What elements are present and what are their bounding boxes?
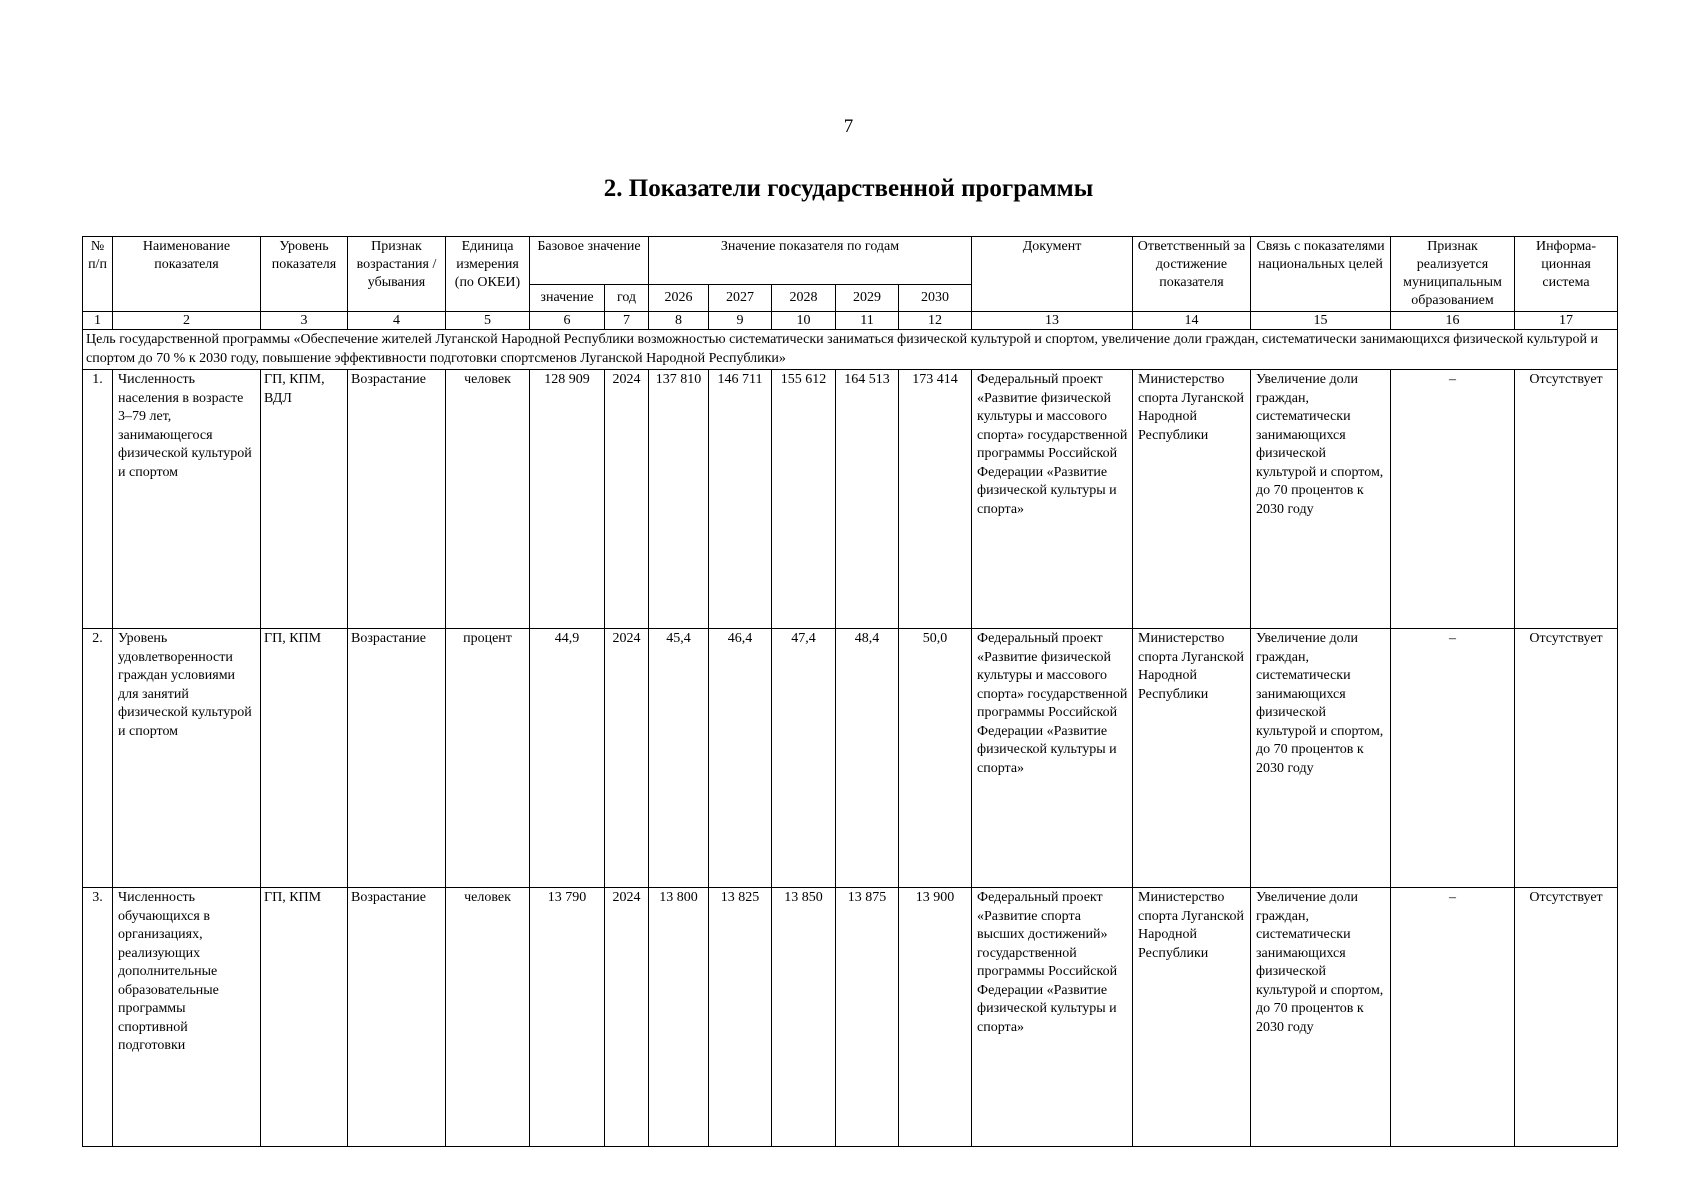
header-num: № п/п bbox=[83, 237, 113, 312]
header-year-2028: 2028 bbox=[772, 285, 836, 312]
indicator-trend: Возрастание bbox=[348, 888, 446, 1147]
header-base: Базовое значение bbox=[530, 237, 649, 285]
row-num: 1. bbox=[83, 370, 113, 629]
document: Федеральный проект «Развитие спорта высших достижений» государственной программы Российской Федерации «Развитие физической культуры и спорта» bbox=[972, 888, 1133, 1147]
responsible: Министерство спорта Луганской Народной Республики bbox=[1133, 888, 1251, 1147]
value-2026: 137 810 bbox=[649, 370, 709, 629]
responsible: Министерство спорта Луганской Народной Республики bbox=[1133, 629, 1251, 888]
base-value: 128 909 bbox=[530, 370, 605, 629]
info-system: Отсутствует bbox=[1515, 629, 1618, 888]
column-number: 7 bbox=[605, 312, 649, 330]
table-row bbox=[83, 629, 1618, 888]
header-by-years: Значение показателя по годам bbox=[649, 237, 972, 285]
header-base-value: значение bbox=[530, 285, 605, 312]
indicator-name: Численность населения в возрасте 3–79 лет, занимающегося физической культурой и спортом bbox=[113, 370, 261, 629]
responsible: Министерство спорта Луганской Народной Республики bbox=[1133, 370, 1251, 629]
column-number: 14 bbox=[1133, 312, 1251, 330]
municipal-flag: – bbox=[1391, 370, 1515, 629]
program-goal: Цель государственной программы «Обеспечение жителей Луганской Народной Республики возможностью систематически заниматься физической культурой и спортом, увеличение доли граждан, систематически занимающихся физической культурой и спортом до 70 % к 2030 году, повышение эффективности подготовки спортсменов Луганской Народной Республики» bbox=[83, 330, 1618, 370]
header-base-year: год bbox=[605, 285, 649, 312]
column-number: 3 bbox=[261, 312, 348, 330]
table-row bbox=[83, 888, 1618, 1147]
value-2028: 155 612 bbox=[772, 370, 836, 629]
table-row bbox=[83, 370, 1618, 629]
base-year: 2024 bbox=[605, 629, 649, 888]
column-number: 11 bbox=[836, 312, 899, 330]
column-number: 2 bbox=[113, 312, 261, 330]
header-unit: Единица измерения (по ОКЕИ) bbox=[446, 237, 530, 312]
column-number: 12 bbox=[899, 312, 972, 330]
value-2029: 164 513 bbox=[836, 370, 899, 629]
base-year: 2024 bbox=[605, 370, 649, 629]
column-numbers-row bbox=[83, 312, 1618, 330]
value-2027: 13 825 bbox=[709, 888, 772, 1147]
value-2029: 13 875 bbox=[836, 888, 899, 1147]
document: Федеральный проект «Развитие физической культуры и массового спорта» государственной программы Российской Федерации «Развитие физической культуры и спорта» bbox=[972, 629, 1133, 888]
base-value: 13 790 bbox=[530, 888, 605, 1147]
header-year-2027: 2027 bbox=[709, 285, 772, 312]
indicator-unit: процент bbox=[446, 629, 530, 888]
value-2030: 50,0 bbox=[899, 629, 972, 888]
column-number: 15 bbox=[1251, 312, 1391, 330]
column-number: 5 bbox=[446, 312, 530, 330]
value-2028: 13 850 bbox=[772, 888, 836, 1147]
row-num: 3. bbox=[83, 888, 113, 1147]
header-infosys: Информа-ционная система bbox=[1515, 237, 1618, 312]
indicator-unit: человек bbox=[446, 888, 530, 1147]
column-number: 4 bbox=[348, 312, 446, 330]
header-year-2026: 2026 bbox=[649, 285, 709, 312]
value-2030: 13 900 bbox=[899, 888, 972, 1147]
page-title: 2. Показатели государственной программы bbox=[603, 175, 1094, 202]
info-system: Отсутствует bbox=[1515, 888, 1618, 1147]
column-number: 9 bbox=[709, 312, 772, 330]
document: Федеральный проект «Развитие физической культуры и массового спорта» государственной программы Российской Федерации «Развитие физической культуры и спорта» bbox=[972, 370, 1133, 629]
column-number: 8 bbox=[649, 312, 709, 330]
indicator-level: ГП, КПМ bbox=[261, 629, 348, 888]
indicators-table bbox=[82, 236, 1618, 1147]
header-year-2030: 2030 bbox=[899, 285, 972, 312]
table-header bbox=[83, 237, 1618, 312]
row-num: 2. bbox=[83, 629, 113, 888]
header-responsible: Ответственный за достижение показателя bbox=[1133, 237, 1251, 312]
column-number: 13 bbox=[972, 312, 1133, 330]
header-document: Документ bbox=[972, 237, 1133, 312]
base-year: 2024 bbox=[605, 888, 649, 1147]
value-2028: 47,4 bbox=[772, 629, 836, 888]
value-2027: 146 711 bbox=[709, 370, 772, 629]
header-link: Связь с показателями национальных целей bbox=[1251, 237, 1391, 312]
value-2029: 48,4 bbox=[836, 629, 899, 888]
column-number: 1 bbox=[83, 312, 113, 330]
national-goal-link: Увеличение доли граждан, систематически занимающихся физической культурой и спортом, до 70 процентов к 2030 году bbox=[1251, 629, 1391, 888]
page-number: 7 bbox=[843, 116, 854, 137]
info-system: Отсутствует bbox=[1515, 370, 1618, 629]
value-2026: 45,4 bbox=[649, 629, 709, 888]
indicator-trend: Возрастание bbox=[348, 629, 446, 888]
national-goal-link: Увеличение доли граждан, систематически занимающихся физической культурой и спортом, до 70 процентов к 2030 году bbox=[1251, 370, 1391, 629]
indicator-level: ГП, КПМ bbox=[261, 888, 348, 1147]
header-year-2029: 2029 bbox=[836, 285, 899, 312]
header-trend: Признак возрастания / убывания bbox=[348, 237, 446, 312]
indicator-unit: человек bbox=[446, 370, 530, 629]
indicator-name: Уровень удовлетворенности граждан условиями для занятий физической культурой и спортом bbox=[113, 629, 261, 888]
municipal-flag: – bbox=[1391, 629, 1515, 888]
header-level: Уровень показателя bbox=[261, 237, 348, 312]
header-municipal: Признак реализуется муниципальным образованием bbox=[1391, 237, 1515, 312]
value-2026: 13 800 bbox=[649, 888, 709, 1147]
base-value: 44,9 bbox=[530, 629, 605, 888]
value-2030: 173 414 bbox=[899, 370, 972, 629]
indicator-trend: Возрастание bbox=[348, 370, 446, 629]
indicator-level: ГП, КПМ, ВДЛ bbox=[261, 370, 348, 629]
column-number: 16 bbox=[1391, 312, 1515, 330]
header-name: Наименование показателя bbox=[113, 237, 261, 312]
column-number: 10 bbox=[772, 312, 836, 330]
municipal-flag: – bbox=[1391, 888, 1515, 1147]
indicator-name: Численность обучающихся в организациях, реализующих дополнительные образовательные программы спортивной подготовки bbox=[113, 888, 261, 1147]
column-number: 6 bbox=[530, 312, 605, 330]
column-number: 17 bbox=[1515, 312, 1618, 330]
national-goal-link: Увеличение доли граждан, систематически занимающихся физической культурой и спортом, до 70 процентов к 2030 году bbox=[1251, 888, 1391, 1147]
value-2027: 46,4 bbox=[709, 629, 772, 888]
goal-row bbox=[83, 330, 1618, 370]
